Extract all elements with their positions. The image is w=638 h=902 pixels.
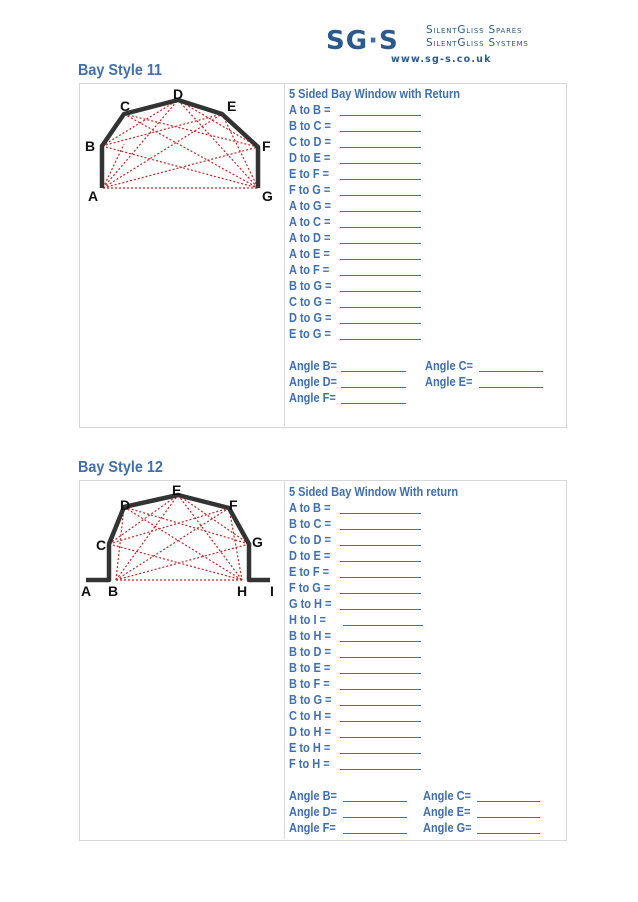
bay12-blank[interactable]: [340, 561, 421, 562]
bay12-blank[interactable]: [340, 721, 421, 722]
angle-label: Angle D=: [289, 375, 337, 389]
bay12-blank[interactable]: [340, 737, 421, 738]
bay12-field-label: A to B =: [289, 501, 331, 515]
bay12-field-label: D to E =: [289, 549, 331, 563]
bay11-blank[interactable]: [340, 339, 421, 340]
bay11-angle-row: [425, 359, 480, 375]
bay12-label-c: C: [96, 537, 107, 553]
bay11-field-label: A to G =: [289, 199, 332, 213]
bay12-field-label: B to D =: [289, 645, 331, 659]
bay11-blank[interactable]: [340, 291, 421, 292]
bay11-label-a: A: [88, 188, 99, 204]
bay12-field-row: [289, 725, 337, 741]
bay11-field-label: A to D =: [289, 231, 331, 245]
bay11-field-row: [289, 183, 336, 199]
bay11-field-row: [289, 231, 336, 247]
bay11-field-label: B to C =: [289, 119, 331, 133]
bay11-field-row: [289, 119, 337, 135]
bay11-field-label: E to G =: [289, 327, 331, 341]
bay11-angle-row: [289, 375, 344, 391]
bay11-blank[interactable]: [340, 227, 421, 228]
sgs-logo: [326, 22, 566, 68]
bay11-field-label: B to G =: [289, 279, 332, 293]
bay11-field-label: A to B =: [289, 103, 331, 117]
bay12-field-row: [289, 709, 337, 725]
bay11-blank[interactable]: [340, 163, 421, 164]
bay12-blank[interactable]: [340, 689, 421, 690]
bay12-field-label: E to H =: [289, 741, 331, 755]
bay12-blank[interactable]: [340, 705, 421, 706]
logo-text: [426, 24, 529, 50]
bay12-label-g: G: [252, 534, 263, 550]
bay11-field-row: [289, 151, 336, 167]
bay12-angle-row: [423, 805, 477, 821]
bay11-field-row: [289, 279, 337, 295]
bay12-label-d: D: [120, 497, 131, 513]
bay11-diagram: [82, 86, 282, 206]
angle-label: Angle B=: [289, 359, 337, 373]
bay12-field-row: [289, 533, 337, 549]
bay11-blank[interactable]: [340, 275, 421, 276]
angle-label: Angle B=: [289, 789, 337, 803]
bay12-blank[interactable]: [340, 545, 421, 546]
bay12-blank[interactable]: [340, 529, 421, 530]
angle-blank[interactable]: [343, 817, 407, 818]
bay11-field-row: [289, 263, 335, 279]
bay11-form-title: 5 Sided Bay Window with Return: [289, 87, 461, 101]
bay12-field-row: [289, 549, 336, 565]
bay12-blank[interactable]: [340, 513, 421, 514]
bay11-label-b: B: [85, 138, 96, 154]
bay11-blank[interactable]: [340, 115, 421, 116]
angle-label: Angle E=: [425, 375, 473, 389]
bay12-field-row: [289, 693, 337, 709]
bay12-field-row: [289, 677, 335, 693]
bay11-field-row: [289, 311, 337, 327]
bay12-blank[interactable]: [340, 753, 421, 754]
bay12-field-label: B to C =: [289, 517, 331, 531]
bay11-blank[interactable]: [340, 195, 421, 196]
bay11-blank[interactable]: [340, 211, 421, 212]
bay11-blank[interactable]: [340, 323, 421, 324]
bay12-angle-row: [423, 821, 478, 837]
bay11-blank[interactable]: [340, 243, 421, 244]
bay12-field-row: [289, 661, 336, 677]
bay11-field-label: F to G =: [289, 183, 331, 197]
bay12-outline: [86, 495, 270, 580]
bay11-title: Bay Style 11: [78, 62, 163, 79]
bay11-angle-row: [289, 359, 344, 375]
bay11-angle-row: [425, 375, 479, 391]
bay11-field-row: [289, 247, 335, 263]
bay12-angle-row: [289, 805, 344, 821]
bay11-field-label: C to D =: [289, 135, 331, 149]
angle-blank[interactable]: [479, 387, 543, 388]
bay11-field-row: [289, 135, 337, 151]
bay11-field-row: [289, 327, 337, 343]
bay12-blank[interactable]: [340, 657, 421, 658]
bay12-field-row: [289, 645, 337, 661]
bay12-blank[interactable]: [340, 577, 421, 578]
bay12-field-label: C to D =: [289, 533, 331, 547]
bay12-blank[interactable]: [340, 673, 421, 674]
angle-blank[interactable]: [343, 833, 407, 834]
bay12-field-label: E to F =: [289, 565, 330, 579]
bay11-field-row: [289, 215, 336, 231]
bay12-blank[interactable]: [340, 769, 421, 770]
bay11-field-row: [289, 167, 335, 183]
bay12-field-label: G to H =: [289, 597, 332, 611]
bay12-field-row: [289, 757, 335, 773]
bay12-field-row: [289, 629, 337, 645]
angle-blank[interactable]: [477, 833, 540, 834]
bay12-label-e: E: [172, 482, 182, 498]
bay12-field-label: H to I =: [289, 613, 326, 627]
logo-line-2: SilentGliss Systems: [426, 37, 529, 49]
bay12-label-i: I: [270, 583, 274, 599]
bay12-field-row: [289, 565, 335, 581]
bay12-blank[interactable]: [343, 625, 423, 626]
bay12-field-row: [289, 581, 336, 597]
bay11-blank[interactable]: [340, 131, 421, 132]
bay11-label-e: E: [227, 98, 237, 114]
angle-blank[interactable]: [341, 403, 406, 404]
bay12-field-label: C to H =: [289, 709, 331, 723]
bay12-field-row: [289, 517, 337, 533]
bay12-divider: [284, 481, 285, 839]
bay11-field-label: A to C =: [289, 215, 331, 229]
angle-blank[interactable]: [341, 387, 406, 388]
logo-url: www.sg-s.co.uk: [391, 54, 492, 65]
bay11-label-c: C: [120, 98, 131, 114]
angle-blank[interactable]: [479, 371, 543, 372]
bay12-blank[interactable]: [340, 593, 421, 594]
bay12-form: [289, 485, 559, 835]
angle-blank[interactable]: [477, 801, 540, 802]
bay12-field-row: [289, 741, 336, 757]
bay11-field-label: A to E =: [289, 247, 330, 261]
bay12-field-row: [289, 613, 331, 629]
angle-blank[interactable]: [477, 817, 540, 818]
bay12-blank[interactable]: [340, 641, 421, 642]
angle-label: Angle D=: [289, 805, 337, 819]
bay12-blank[interactable]: [340, 609, 421, 610]
bay12-field-label: B to F =: [289, 677, 330, 691]
bay11-field-row: [289, 295, 337, 311]
bay11-divider: [284, 84, 285, 426]
bay11-field-label: E to F =: [289, 167, 330, 181]
angle-label: Angle G=: [423, 821, 472, 835]
bay12-field-label: B to E =: [289, 661, 331, 675]
bay12-title: Bay Style 12: [78, 459, 163, 476]
bay11-form: [289, 87, 559, 417]
bay12-label-b: B: [108, 583, 119, 599]
bay12-angle-row: [289, 789, 344, 805]
bay11-field-row: [289, 199, 337, 215]
bay11-blank[interactable]: [340, 179, 421, 180]
bay12-label-a: A: [81, 583, 92, 599]
bay12-field-label: B to H =: [289, 629, 331, 643]
bay12-field-label: D to H =: [289, 725, 331, 739]
angle-label: Angle E=: [423, 805, 471, 819]
bay12-diagram: [76, 480, 282, 602]
bay11-label-g: G: [262, 188, 273, 204]
logo-line-1: SilentGliss Spares: [426, 24, 523, 36]
bay12-field-label: F to H =: [289, 757, 330, 771]
angle-label: Angle C=: [423, 789, 471, 803]
angle-label: Angle C=: [425, 359, 473, 373]
bay12-field-label: B to G =: [289, 693, 332, 707]
bay11-angle-row: [289, 391, 342, 407]
angle-blank[interactable]: [341, 371, 406, 372]
bay11-blank[interactable]: [340, 259, 421, 260]
angle-blank[interactable]: [343, 801, 407, 802]
bay11-label-d: D: [173, 86, 184, 102]
bay12-label-h: H: [237, 583, 248, 599]
bay12-field-row: [289, 597, 337, 613]
bay11-field-label: C to G =: [289, 295, 332, 309]
bay12-form-title: 5 Sided Bay Window With return: [289, 485, 459, 499]
bay11-label-f: F: [262, 138, 271, 154]
bay12-field-row: [289, 501, 336, 517]
bay11-field-label: D to E =: [289, 151, 331, 165]
angle-label: Angle F=: [289, 391, 336, 405]
bay11-blank[interactable]: [340, 147, 421, 148]
bay12-label-f: F: [229, 497, 238, 513]
bay12-angle-row: [423, 789, 478, 805]
bay11-field-label: A to F =: [289, 263, 330, 277]
bay11-blank[interactable]: [340, 307, 421, 308]
logo-mark: SG·S: [326, 26, 399, 56]
bay12-angle-row: [289, 821, 342, 837]
angle-label: Angle F=: [289, 821, 336, 835]
bay11-field-row: [289, 103, 336, 119]
bay12-field-label: F to G =: [289, 581, 331, 595]
bay11-field-label: D to G =: [289, 311, 332, 325]
